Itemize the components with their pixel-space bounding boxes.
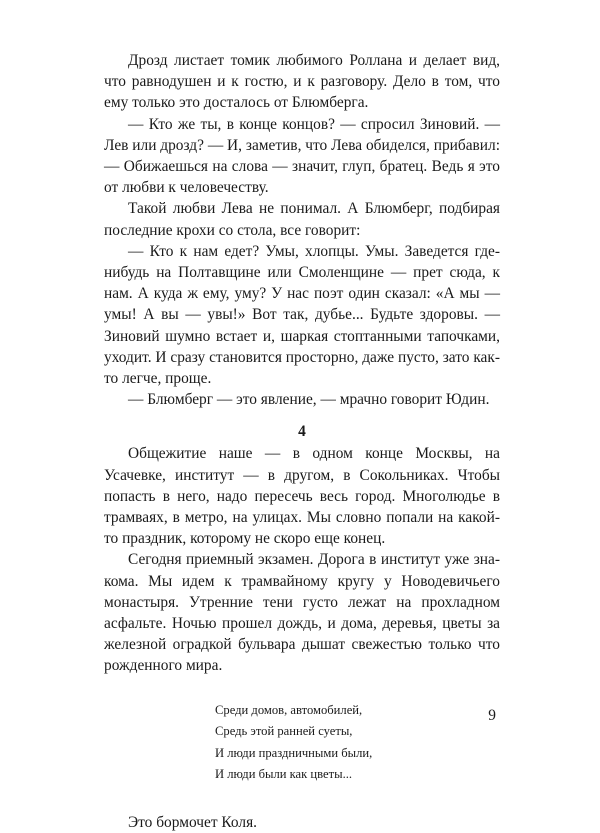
poem-line: И люди были как цветы...	[215, 767, 353, 782]
paragraph-blumberg-speech: — Кто к нам едет? Умы, хлопцы. Умы. Заведется где-нибудь на Полтавщине или Смоленщине — прет сюда, к нам. А куда ж ему, уму? У нас поэт один сказал: «А мы — умы! А вы — увы!» Вот так, дубье... Будьте здоровы. — Зиновий шумно встает и, шаркая стоптанными тапочками, уходит. И сразу становится просторно, даже пусто, зато как-то легче, проще.	[104, 242, 500, 388]
page-number: 9	[488, 707, 496, 724]
poem-line: Средь этой ранней суеты,	[215, 724, 353, 739]
paragraph-yudin: — Блюмберг — это явление, — мрачно говорит Юдин.	[128, 391, 490, 409]
poem-line: Среди домов, автомобилей,	[215, 702, 363, 717]
page-body	[104, 50, 500, 833]
paragraph-exam: Сегодня приемный экзамен. Дорога в институт уже знакома. Мы идем к трамвайному кругу у Новодевичьего монастыря. Утренние тени густо лежат на прохладном асфальте. Ночью прошел дождь, и дома, деревья, цветы за железной оградкой бульвара дышат свежестью только что рожденного мира.	[104, 551, 500, 675]
chapter-heading: 4	[298, 423, 306, 441]
paragraph-kolya: Это бормочет Коля.	[128, 813, 257, 831]
paragraph-blumberg-crumbs: Такой любви Лева не понимал. А Блюмберг, подбирая последние крохи со стола, все говорит:	[104, 200, 500, 239]
paragraph-drozd: Дрозд листает томик любимого Роллана и делает вид, что равнодушен и к гостю, и к разговору. Дело в том, что ему только это досталось от Блюмберга.	[104, 52, 500, 112]
poem-block	[215, 700, 500, 786]
paragraph-dormitory: Общежитие наше — в одном конце Москвы, на Усачевке, институт — в другом, в Сокольниках. Чтобы попасть в него, надо пересечь весь город. Многолюдье в трамваях, в метро, на улицах. Мы словно попали на какой-то праздник, которому не скоро еще конец.	[104, 445, 500, 548]
paragraph-zinovy-question: — Кто же ты, в конце концов? — спросил Зиновий. — Лев или дрозд? — И, заметив, что Лева обиделся, прибавил: — Обижаешься на слова — значит, глуп, братец. Ведь я это от любви к человечеству.	[104, 115, 500, 197]
poem-line: И люди праздничными были,	[215, 745, 373, 760]
